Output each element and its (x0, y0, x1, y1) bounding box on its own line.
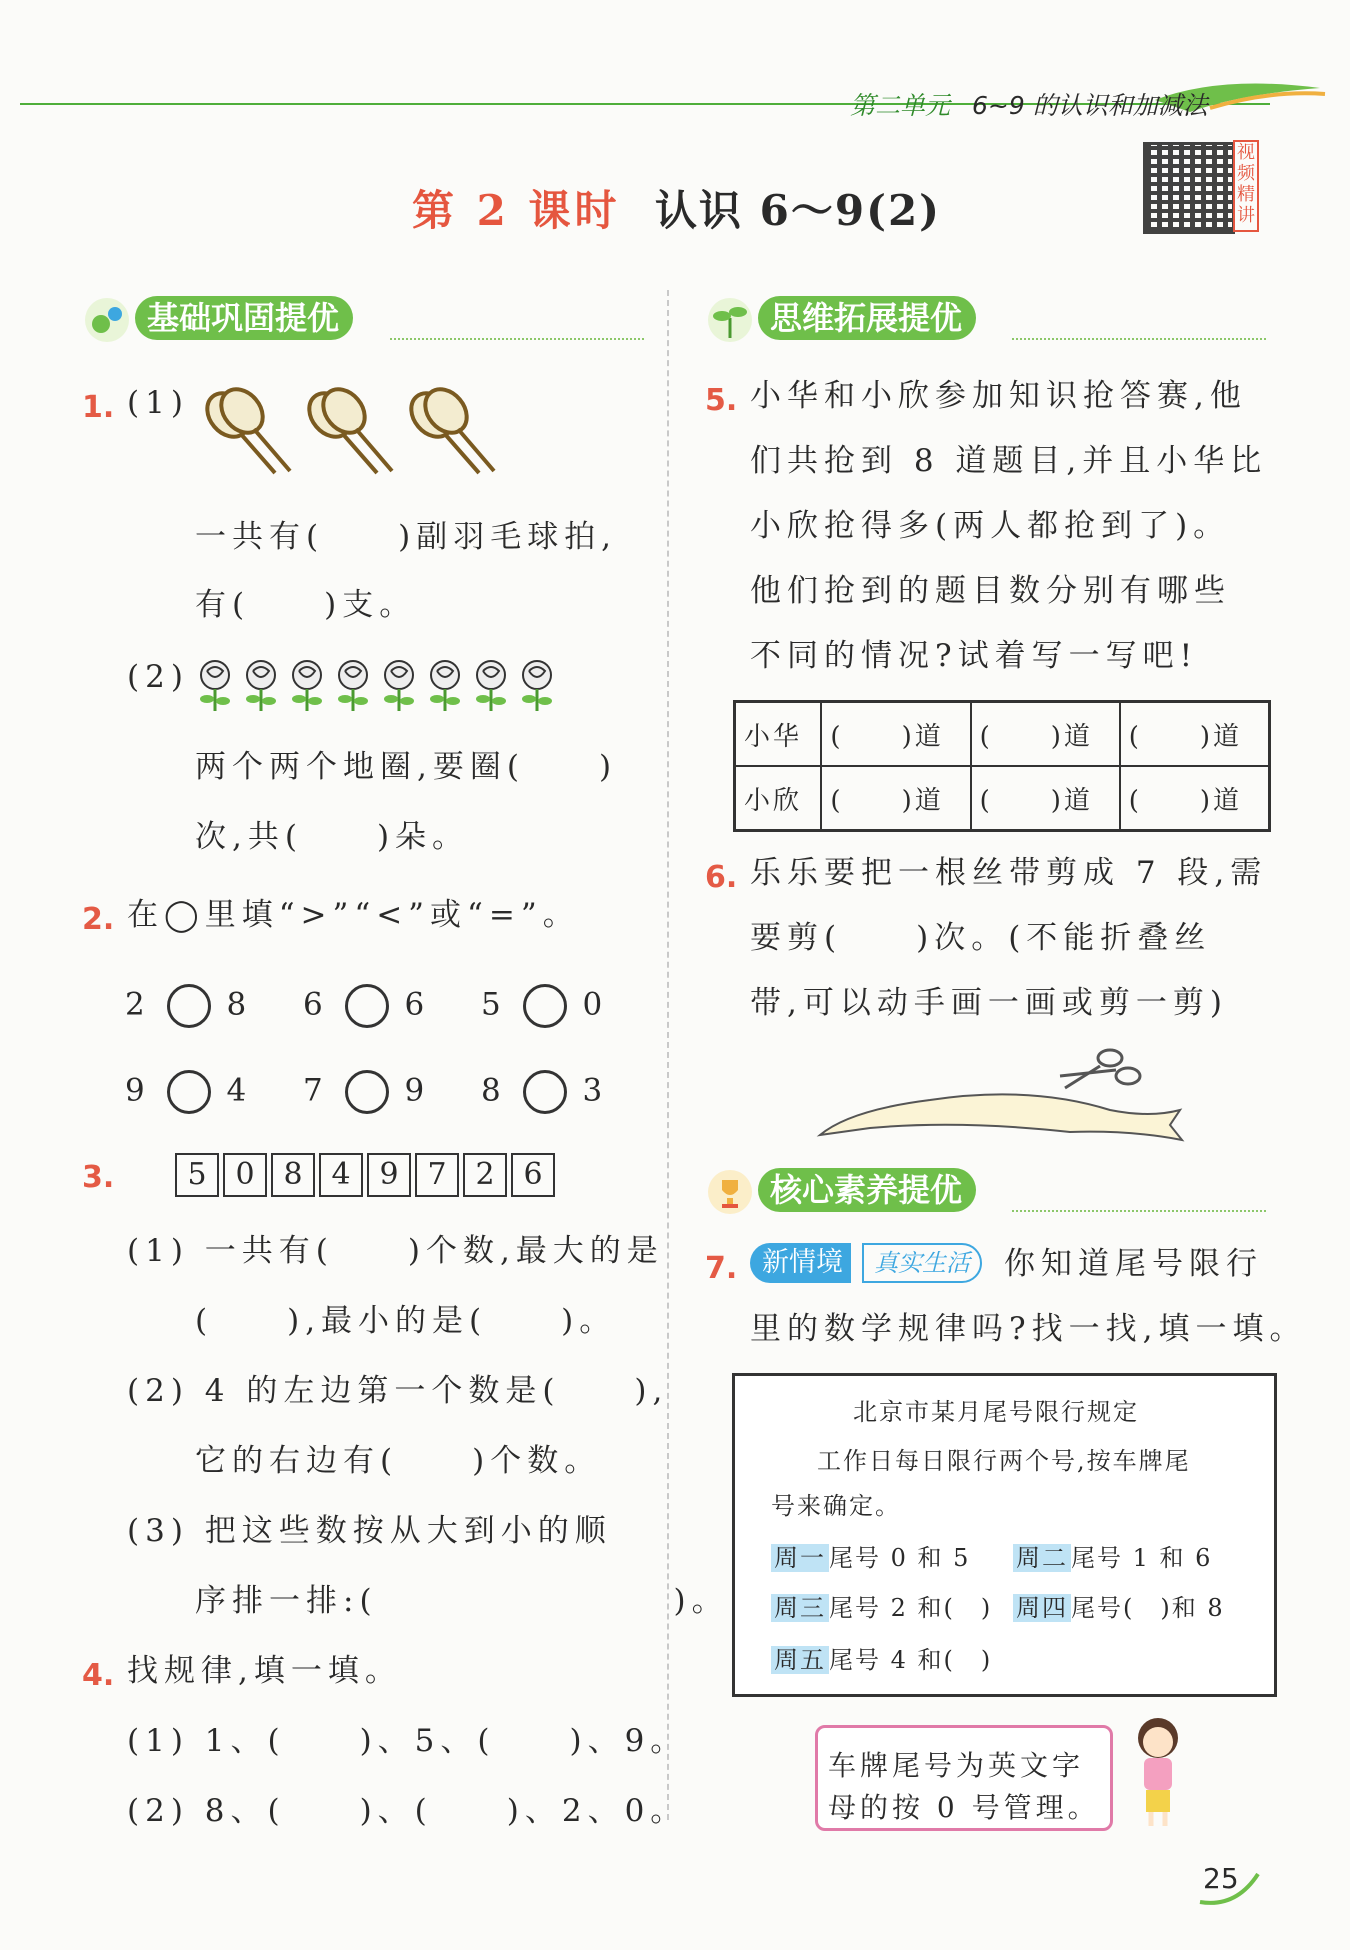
q6-line: 乐乐要把一根丝带剪成 7 段,需 (750, 855, 1268, 891)
rule-title: 北京市某月尾号限行规定 (853, 1398, 1139, 1426)
lesson-label: 第 2 课时 (412, 186, 621, 235)
q7-line2: 里的数学规律吗?找一找,填一填。 (750, 1311, 1307, 1347)
sub-label: (1) (127, 385, 189, 421)
answer-cell[interactable]: ( )道 (821, 766, 970, 831)
rule-friday[interactable]: 周五 尾号 4 和( ) (771, 1640, 992, 1675)
q2-instruction: 在◯里填“>”“<”或“=”。 (127, 897, 580, 933)
rule-wednesday[interactable]: 周三 尾号 2 和( ) (771, 1588, 992, 1623)
answer-cell[interactable]: ( )道 (1120, 702, 1270, 767)
section-basic: 基础巩固提优 (135, 296, 353, 340)
bubble-text: 车牌尾号为英文字 (828, 1749, 1085, 1782)
q6-line: 要剪( )次。(不能折叠丝 (750, 920, 1212, 956)
rule-text: 工作日每日限行两个号,按车牌尾 (817, 1447, 1191, 1475)
trophy-icon (708, 1170, 752, 1214)
roses-image (195, 655, 575, 715)
q4-line1: (1) 1、( )、5、( )、9。 (127, 1723, 688, 1759)
q4-instruction: 找规律,填一填。 (127, 1653, 402, 1689)
digit-card: 5 (175, 1153, 219, 1197)
q3-line3: (2) 4 的左边第一个数是( ), (127, 1373, 669, 1409)
answer-table (733, 700, 1271, 832)
digit-card: 2 (463, 1153, 507, 1197)
sprout-icon (708, 298, 752, 342)
row-label: 小欣 (735, 766, 822, 831)
question-number: 6. (705, 860, 738, 895)
answer-cell[interactable]: ( )道 (971, 702, 1120, 767)
digit-card: 7 (415, 1153, 459, 1197)
section-thinking: 思维拓展提优 (758, 296, 976, 340)
rule-monday: 周一 尾号 0 和 5 (771, 1538, 970, 1573)
compare-item[interactable]: 8 3 (481, 1070, 608, 1114)
section-core: 核心素养提优 (758, 1168, 976, 1212)
q7-line1: 你知道尾号限行 (1004, 1246, 1263, 1282)
speech-bubble (815, 1725, 1113, 1831)
girl-character-image (1118, 1712, 1198, 1832)
rule-thursday[interactable]: 周四 尾号( )和 8 (1013, 1588, 1225, 1623)
compare-item[interactable]: 2 8 (125, 984, 252, 1028)
sub-label: (2) (127, 659, 189, 695)
table-row (735, 702, 1270, 767)
section-rule (1012, 338, 1266, 340)
q4-line2: (2) 8、( )、( )、2、0。 (127, 1793, 688, 1829)
ribbon-scissors-image (810, 1040, 1190, 1145)
compare-item[interactable]: 7 9 (303, 1070, 430, 1114)
qr-code[interactable] (1143, 142, 1235, 234)
q1-line4: 次,共( )朵。 (195, 819, 470, 855)
rule-tuesday: 周二 尾号 1 和 6 (1013, 1538, 1212, 1573)
answer-cell[interactable]: ( )道 (971, 766, 1120, 831)
compare-item[interactable]: 6 6 (303, 984, 430, 1028)
video-tag: 视 频 精 讲 (1233, 140, 1259, 232)
q3-line6: 序排一排:( )。 (195, 1583, 729, 1619)
digit-cards (175, 1153, 559, 1197)
q3-line5: (3) 把这些数按从大到小的顺 (127, 1513, 612, 1549)
q5-line: 们共抢到 8 道题目,并且小华比 (750, 443, 1268, 479)
q5-line: 他们抢到的题目数分别有哪些 (750, 573, 1231, 609)
compare-item[interactable]: 9 4 (125, 1070, 252, 1114)
q3-line4: 它的右边有( )个数。 (195, 1443, 602, 1479)
q5-line: 小欣抢得多(两人都抢到了)。 (750, 508, 1231, 544)
table-row (735, 766, 1270, 831)
new-scenario-tag: 新情境 (750, 1243, 851, 1283)
q5-line: 不同的情况?试着写一写吧! (750, 638, 1199, 674)
digit-card: 0 (223, 1153, 267, 1197)
question-number: 3. (82, 1160, 115, 1195)
digit-card: 8 (271, 1153, 315, 1197)
q3-line2: ( ),最小的是( )。 (195, 1303, 617, 1339)
answer-cell[interactable]: ( )道 (821, 702, 970, 767)
badminton-rackets-image (190, 385, 520, 480)
real-life-tag: 真实生活 (862, 1243, 982, 1283)
question-number: 5. (705, 383, 738, 418)
bubble-text: 母的按 0 号管理。 (828, 1791, 1100, 1824)
section-rule (390, 338, 644, 340)
digit-card: 6 (511, 1153, 555, 1197)
page-number-swoosh (1196, 1868, 1266, 1908)
question-number: 2. (82, 902, 115, 937)
row-label: 小华 (735, 702, 822, 767)
question-number: 4. (82, 1658, 115, 1693)
q1-line2: 有( )支。 (195, 587, 417, 623)
section-rule (1012, 1210, 1266, 1212)
unit-header: 第二单元 6~9 的认识和加减法 (850, 91, 1208, 120)
rule-text: 号来确定。 (771, 1492, 901, 1520)
q1-line3: 两个两个地圈,要圈( ) (195, 749, 618, 785)
answer-cell[interactable]: ( )道 (1120, 766, 1270, 831)
question-number: 7. (705, 1251, 738, 1286)
gear-icon (85, 298, 129, 342)
q1-line1: 一共有( )副羽毛球拍, (195, 519, 618, 555)
q3-line1: (1) 一共有( )个数,最大的是 (127, 1233, 664, 1269)
digit-card: 4 (319, 1153, 363, 1197)
compare-item[interactable]: 5 0 (481, 984, 608, 1028)
page-number: 25 (1203, 1862, 1239, 1895)
traffic-rule-box (732, 1373, 1277, 1697)
q6-line: 带,可以动手画一画或剪一剪) (750, 985, 1228, 1021)
digit-card: 9 (367, 1153, 411, 1197)
question-number: 1. (82, 390, 115, 425)
q5-line: 小华和小欣参加知识抢答赛,他 (750, 378, 1247, 414)
lesson-title: 认识 6～9(2) (655, 186, 942, 235)
